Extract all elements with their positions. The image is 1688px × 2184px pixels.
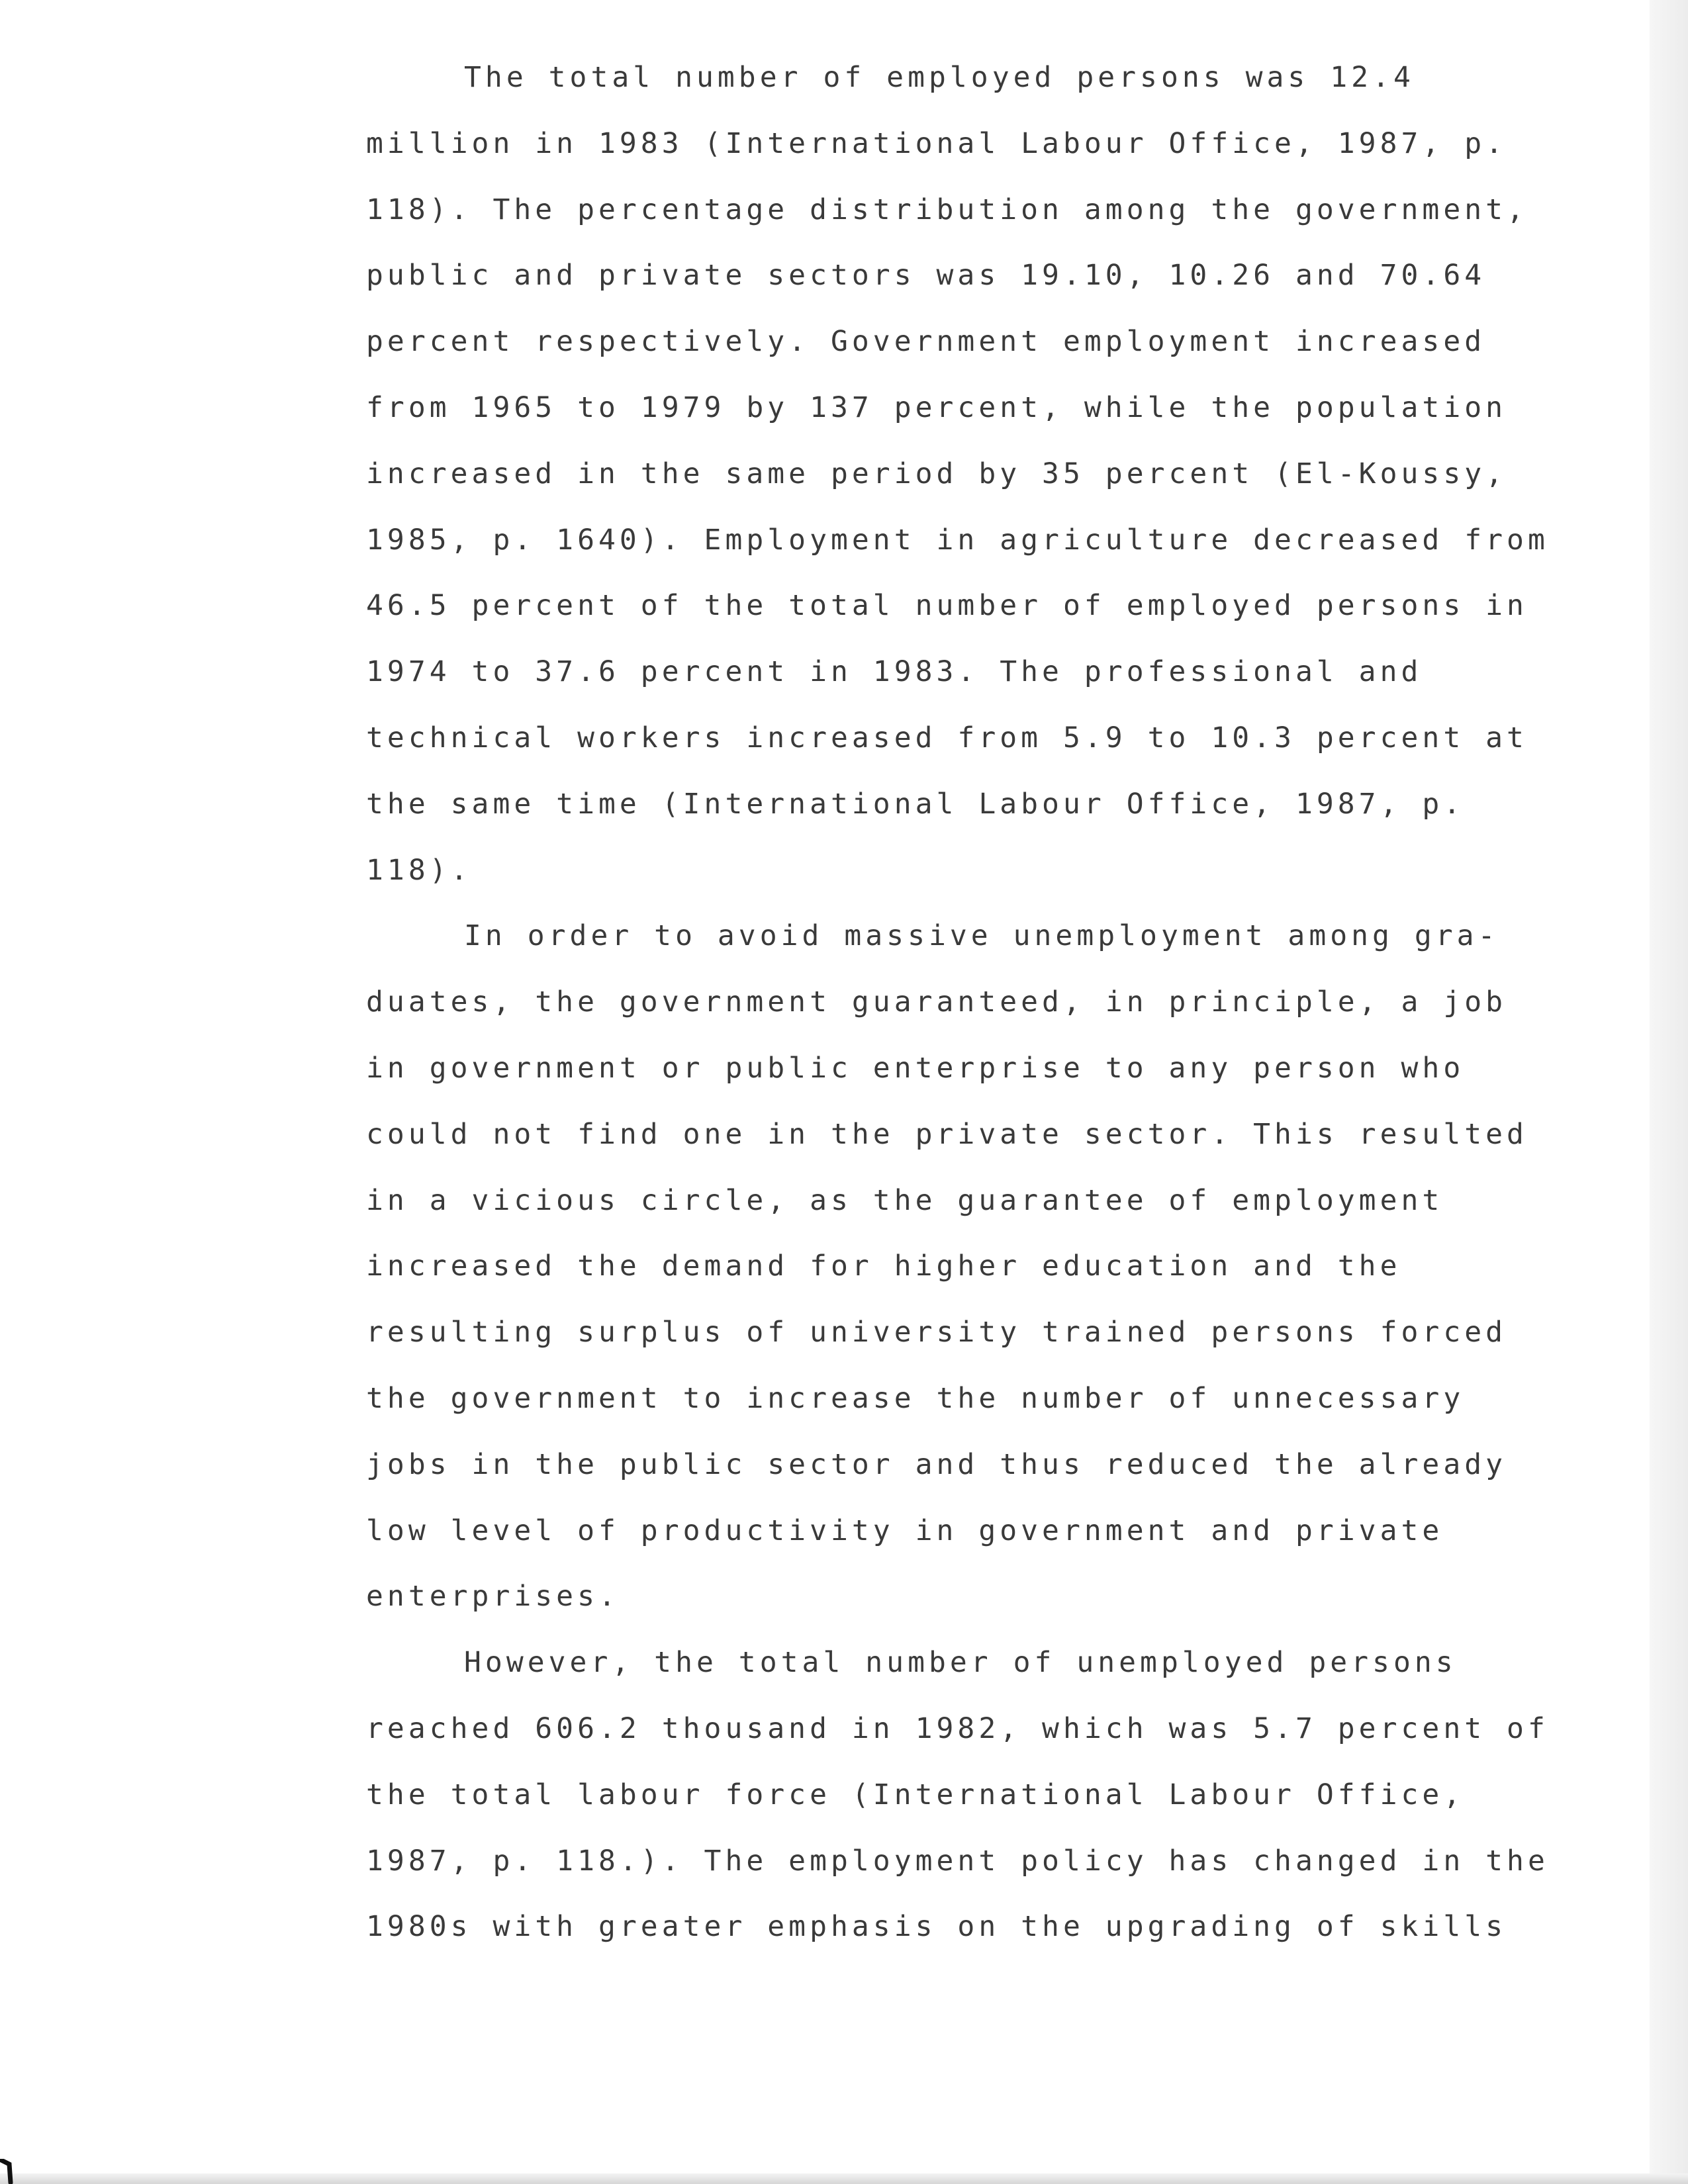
paragraph-3 bbox=[366, 1630, 1549, 1960]
text-line: from 1965 to 1979 by 137 percent, while the population bbox=[366, 390, 1507, 424]
text-line: the total labour force (International Labour Office, bbox=[366, 1778, 1465, 1811]
text-line: increased in the same period by 35 percent (El-Koussy, bbox=[366, 457, 1507, 490]
text-line: 1985, p. 1640). Employment in agriculture decreased from bbox=[366, 523, 1549, 557]
text-line: percent respectively. Government employment increased bbox=[366, 325, 1486, 359]
body-text bbox=[366, 45, 1549, 1960]
text-line: jobs in the public sector and thus reduced the already bbox=[366, 1447, 1507, 1481]
text-line: duates, the government guaranteed, in principle, a job bbox=[366, 985, 1507, 1019]
text-line: In order to avoid massive unemployment among gra- bbox=[464, 919, 1499, 953]
text-line: low level of productivity in government and private bbox=[366, 1514, 1444, 1547]
text-line: the government to increase the number of unnecessary bbox=[366, 1381, 1465, 1415]
text-line: 1987, p. 118.). The employment policy has changed in the bbox=[366, 1844, 1549, 1878]
paragraph-1 bbox=[366, 45, 1549, 903]
text-line: 46.5 percent of the total number of employed persons in bbox=[366, 589, 1528, 623]
text-line: enterprises. bbox=[366, 1580, 620, 1614]
text-line: reached 606.2 thousand in 1982, which was 5.7 percent of bbox=[366, 1711, 1549, 1745]
text-line: However, the total number of unemployed persons bbox=[464, 1646, 1457, 1680]
scan-right-edge bbox=[1650, 0, 1688, 2184]
text-line: could not find one in the private sector. This resulted bbox=[366, 1117, 1528, 1151]
text-line: The total number of employed persons was 12.4 bbox=[464, 61, 1415, 94]
text-line: in government or public enterprise to any person who bbox=[366, 1051, 1465, 1085]
text-line: in a vicious circle, as the guarantee of employment bbox=[366, 1183, 1444, 1217]
text-line: 1980s with greater emphasis on the upgrading of skills bbox=[366, 1910, 1507, 1944]
scan-corner-mark bbox=[0, 2159, 20, 2184]
scan-bottom-edge bbox=[0, 2173, 1688, 2184]
text-line: 1974 to 37.6 percent in 1983. The professional and bbox=[366, 655, 1423, 689]
text-line: public and private sectors was 19.10, 10.26 and 70.64 bbox=[366, 259, 1486, 293]
text-line: the same time (International Labour Office, 1987, p. bbox=[366, 787, 1465, 821]
text-line: 118). The percentage distribution among the government, bbox=[366, 193, 1528, 226]
text-line: million in 1983 (International Labour Office, 1987, p. bbox=[366, 126, 1507, 160]
text-line: technical workers increased from 5.9 to 10.3 percent at bbox=[366, 721, 1528, 754]
text-line: resulting surplus of university trained persons forced bbox=[366, 1316, 1507, 1349]
text-line: 118). bbox=[366, 853, 472, 887]
text-line: increased the demand for higher education and the bbox=[366, 1250, 1401, 1283]
paragraph-2 bbox=[366, 903, 1531, 1630]
